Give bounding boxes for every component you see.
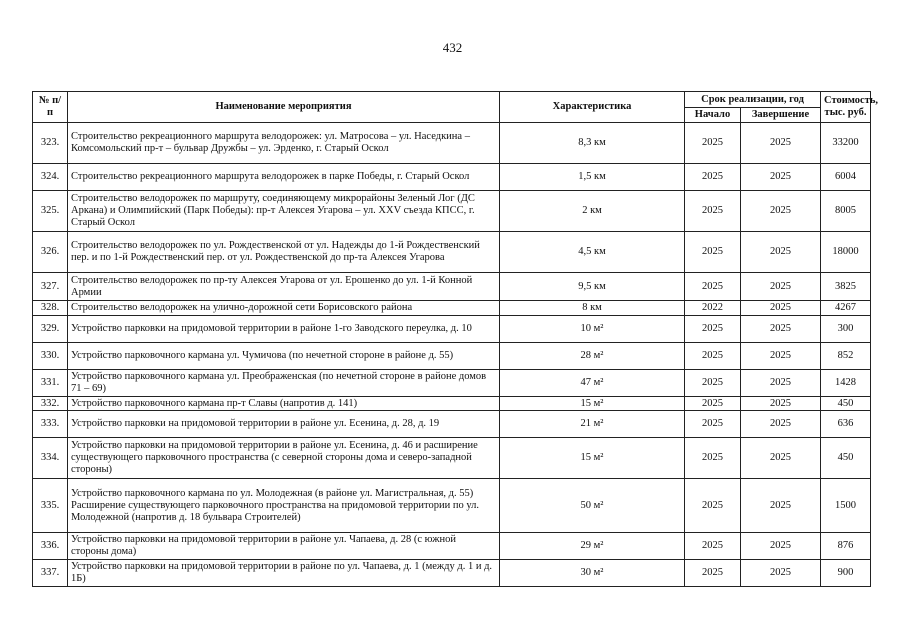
row-characteristic: 1,5 км [500,164,685,191]
row-number: 331. [33,370,68,397]
row-end-year: 2025 [741,123,821,164]
row-characteristic: 50 м² [500,479,685,533]
page-number: 432 [442,40,463,55]
row-number: 324. [33,164,68,191]
header-characteristic: Характеристика [500,92,685,123]
table-row [33,273,871,301]
table-row [33,438,871,479]
row-start-year: 2025 [685,191,741,232]
table-row [33,191,871,232]
row-start-year: 2025 [685,370,741,397]
row-cost: 450 [821,397,871,411]
row-characteristic: 2 км [500,191,685,232]
row-name: Строительство велодорожек по маршруту, соединяющему микрорайоны Зеленый Лог (ДС Аркана) и Олимпийский (Парк Победы): пр-т Алексея Угарова – ул. XXV съезда КПСС, г. Старый Оскол [68,191,500,232]
row-cost: 3825 [821,273,871,301]
row-cost: 8005 [821,191,871,232]
row-characteristic: 28 м² [500,343,685,370]
row-number: 327. [33,273,68,301]
row-end-year: 2025 [741,301,821,316]
row-cost: 6004 [821,164,871,191]
row-number: 336. [33,533,68,560]
row-cost: 1500 [821,479,871,533]
row-end-year: 2025 [741,397,821,411]
row-end-year: 2025 [741,316,821,343]
header-start: Начало [685,108,741,123]
row-name: Устройство парковки на придомовой территории в районе 1-го Заводского переулка, д. 10 [68,316,500,343]
row-start-year: 2022 [685,301,741,316]
table-row [33,164,871,191]
row-name: Строительство рекреационного маршрута велодорожек: ул. Матросова – ул. Наседкина – Комсомольский пр-т – бульвар Дружбы – ул. Эрденко, г. Старый Оскол [68,123,500,164]
row-number: 326. [33,232,68,273]
row-name: Строительство велодорожек по ул. Рождественской от ул. Надежды до 1-й Рождественский пер. и по 1-й Рождественский пер. от ул. Рождественской до пр-та Алексея Угарова [68,232,500,273]
table-row [33,411,871,438]
row-end-year: 2025 [741,273,821,301]
row-cost: 852 [821,343,871,370]
row-number: 333. [33,411,68,438]
row-number: 323. [33,123,68,164]
row-end-year: 2025 [741,343,821,370]
row-end-year: 2025 [741,438,821,479]
row-name: Строительство велодорожек по пр-ту Алексея Угарова от ул. Ерошенко до ул. 1-й Конной Армии [68,273,500,301]
row-end-year: 2025 [741,479,821,533]
table-row [33,343,871,370]
row-number: 328. [33,301,68,316]
table-row [33,370,871,397]
row-number: 330. [33,343,68,370]
row-number: 334. [33,438,68,479]
row-start-year: 2025 [685,438,741,479]
row-start-year: 2025 [685,479,741,533]
row-cost: 4267 [821,301,871,316]
row-name: Строительство рекреационного маршрута велодорожек в парке Победы, г. Старый Оскол [68,164,500,191]
table-row [33,316,871,343]
row-start-year: 2025 [685,397,741,411]
row-end-year: 2025 [741,533,821,560]
row-start-year: 2025 [685,232,741,273]
header-cost: Стоимость, тыс. руб. [821,92,871,123]
row-name: Устройство парковочного кармана пр-т Славы (напротив д. 141) [68,397,500,411]
row-name: Строительство велодорожек на улично-дорожной сети Борисовского района [68,301,500,316]
row-number: 332. [33,397,68,411]
row-characteristic: 8 км [500,301,685,316]
row-characteristic: 29 м² [500,533,685,560]
row-cost: 33200 [821,123,871,164]
row-name: Устройство парковочного кармана ул. Преображенская (по нечетной стороне в районе домов 71 – 69) [68,370,500,397]
table-row [33,397,871,411]
row-end-year: 2025 [741,191,821,232]
table-row [33,301,871,316]
row-start-year: 2025 [685,560,741,587]
table-row [33,560,871,587]
row-name: Устройство парковочного кармана ул. Чумичова (по нечетной стороне в районе д. 55) [68,343,500,370]
row-characteristic: 21 м² [500,411,685,438]
row-cost: 300 [821,316,871,343]
row-characteristic: 4,5 км [500,232,685,273]
row-name: Устройство парковки на придомовой территории в районе ул. Есенина, д. 28, д. 19 [68,411,500,438]
row-start-year: 2025 [685,533,741,560]
row-characteristic: 9,5 км [500,273,685,301]
measures-table [32,91,879,587]
table-row [33,123,871,164]
row-characteristic: 15 м² [500,438,685,479]
row-cost: 900 [821,560,871,587]
row-start-year: 2025 [685,316,741,343]
table-row [33,232,871,273]
table-row [33,533,871,560]
row-start-year: 2025 [685,411,741,438]
row-cost: 636 [821,411,871,438]
row-cost: 876 [821,533,871,560]
row-name: Устройство парковки на придомовой территории в районе по ул. Чапаева, д. 1 (между д. 1 и д. 1Б) [68,560,500,587]
row-characteristic: 47 м² [500,370,685,397]
row-characteristic: 8,3 км [500,123,685,164]
row-number: 335. [33,479,68,533]
row-characteristic: 15 м² [500,397,685,411]
row-end-year: 2025 [741,164,821,191]
row-name: Устройство парковки на придомовой территории в районе ул. Есенина, д. 46 и расширение существующего парковочного пространства (с северной стороны дома и северо-западной стороны) [68,438,500,479]
row-characteristic: 30 м² [500,560,685,587]
row-number: 325. [33,191,68,232]
row-cost: 450 [821,438,871,479]
header-end: Завершение [741,108,821,123]
row-start-year: 2025 [685,273,741,301]
row-number: 337. [33,560,68,587]
header-term: Срок реализации, год [685,92,821,108]
row-end-year: 2025 [741,232,821,273]
row-name: Устройство парковки на придомовой территории в районе ул. Чапаева, д. 28 (с южной стороны дома) [68,533,500,560]
table-row [33,479,871,533]
row-end-year: 2025 [741,560,821,587]
header-name: Наименование мероприятия [68,92,500,123]
row-start-year: 2025 [685,123,741,164]
row-cost: 1428 [821,370,871,397]
row-cost: 18000 [821,232,871,273]
row-start-year: 2025 [685,343,741,370]
header-num: № п/п [33,92,68,123]
row-number: 329. [33,316,68,343]
row-name: Устройство парковочного кармана по ул. Молодежная (в районе ул. Магистральная, д. 55) Расширение существующего парковочного пространства на придомовой территории по ул. Молодежной (напротив д. 18 бульвара Строителей) [68,479,500,533]
row-start-year: 2025 [685,164,741,191]
row-end-year: 2025 [741,411,821,438]
row-characteristic: 10 м² [500,316,685,343]
row-end-year: 2025 [741,370,821,397]
